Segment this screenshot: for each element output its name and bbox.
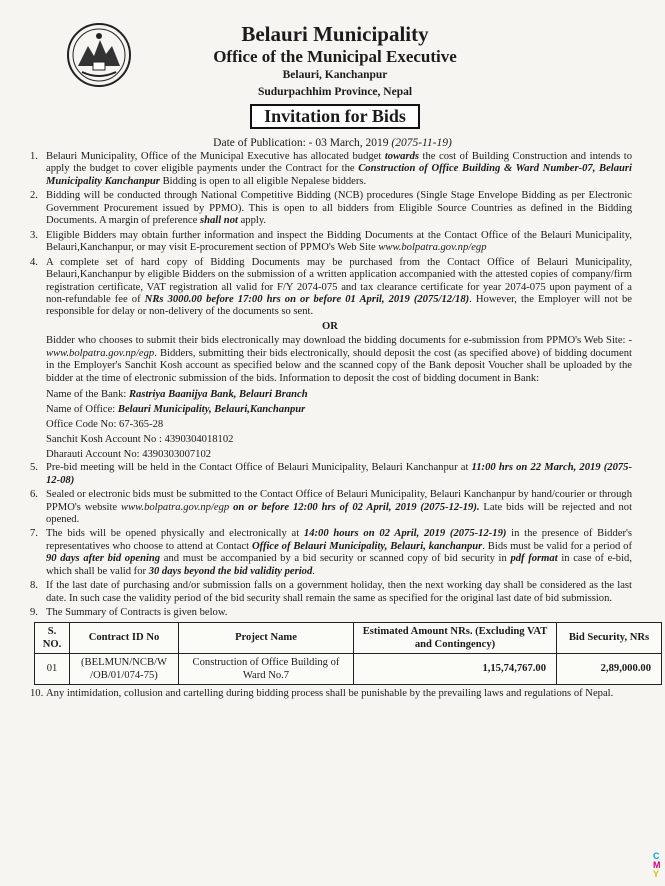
table-row [35, 653, 662, 684]
clause-6: 6. Sealed or electronic bids must be submitted to the Contact Office of Belauri Municipality, Belauri Kanchanpur by hand/courier or through PPMO's website www.bolpatra.gov.np/egp on or before 12:00 hrs of 02 April, 2019 (2075-12-19). Late bids will be rejected and not opened. [30, 489, 633, 525]
office-name: Office of the Municipal Executive [213, 47, 457, 66]
clause-3: 3. Eligible Bidders may obtain further information and inspect the Bidding Documents at the Contact Office of the Belauri Municipality, Belauri,Kanchanpur, or may visit E-procurement section of PPMO's Web Site www.bolpatra.gov.np/egp [30, 229, 632, 254]
or-divider: OR [322, 320, 338, 332]
cell-security: 2,89,000.00 [557, 653, 662, 684]
cell-contract-id: (BELMUN/NCB/W /OB/01/074-75) [70, 653, 179, 684]
dharauti-account: Dharauti Account No: 4390303007102 [46, 449, 212, 461]
egp-link[interactable]: www.bolpatra.gov.np/egp [121, 501, 230, 513]
publication-date: Date of Publication: - 03 March, 2019 (2075-11-19) [213, 137, 452, 149]
office-name-bank: Name of Office: Belauri Municipality, Belauri,Kanchanpur [46, 404, 306, 416]
notice-header [140, 22, 530, 129]
address-line-2: Sudurpachhim Province, Nepal [257, 86, 413, 98]
notice-body [28, 151, 651, 702]
municipality-emblem-icon [66, 22, 132, 88]
print-registration-marks: C M Y [653, 851, 661, 879]
egp-link[interactable]: www.bolpatra.gov.np/egp [46, 347, 155, 359]
cell-project: Construction of Office Building of Ward No.7 [179, 653, 354, 684]
cell-amount: 1,15,74,767.00 [354, 653, 557, 684]
sanchit-account: Sanchit Kosh Account No : 4390304018102 [46, 434, 234, 446]
col-header-sno: S. NO. [35, 622, 70, 653]
cell-sno: 01 [35, 653, 70, 684]
office-code: Office Code No: 67-365-28 [46, 419, 164, 431]
notice-title: Invitation for Bids [250, 104, 420, 129]
col-header-contract-id: Contract ID No [70, 622, 179, 653]
e-submission-text: Bidder who chooses to submit their bids electronically may download the bidding documents for e-submission from PPMO's Web Site: - www.bolpatra.gov.np/egp. Bidders, submitting their bids electronically, should deposit the cost (as specified above) of bidding document in the Employer's Sanchit Kosh account as specified below and the scanned copy of the Bank deposit Voucher shall be uploaded by the bidder at the time of electronic submission of the bids. Information to deposit the cost of bidding document in Bank: [46, 335, 632, 384]
col-header-project: Project Name [179, 622, 354, 653]
clause-10: 10. Any intimidation, collusion and cartelling during bidding process shall be punishable by the prevailing laws and regulations of Nepal. [30, 687, 614, 699]
clause-7: 7. The bids will be opened physically and electronically at 14:00 hours on 02 April, 2019 (2075-12-19) in the presence of Bidder's representatives who choose to attend at Contact Office of Belauri Municipality, Belauri, kanchanpur. Bids must be valid for a period of 90 days after bid opening and must be accompanied by a bid security or scanned copy of bid security in pdf format in case of e-bid, which shall be valid for 30 days beyond the bid validity period. [30, 528, 633, 577]
clause-4: 4. A complete set of hard copy of Bidding Documents may be purchased from the Contact Office of Belauri Municipality, Belauri,Kanchanpur by eligible Bidders on the submission of a written application accompanied with the attested copies of company/firm registration certificate, VAT registration all valid for F/Y 2074-075 and tax clearance certificate for year 2074-075 upon payment of a non-refundable fee of NRs 3000.00 before 17:00 hrs on or before 01 April, 2019 (2075/12/18). However, the Employer will not be responsible for delay or non-delivery of the documents so sent. [30, 256, 632, 318]
address-line-1: Belauri, Kanchanpur [282, 69, 388, 81]
clause-8: 8. If the last date of purchasing and/or submission falls on a government holiday, then the next working day shall be considered as the last date. In such case the validity period of the bid security shall remain the same as specified for the original last date of bid submission. [30, 580, 632, 604]
bank-details [28, 387, 632, 462]
clause-5: 5. Pre-bid meeting will be held in the Contact Office of Belauri Municipality, Belauri Kanchanpur at 11:00 hrs on 22 March, 2019 (2075-12-08) [30, 462, 632, 486]
col-header-security: Bid Security, NRs [557, 622, 662, 653]
bank-name: Name of the Bank: Rastriya Baanijya Bank, Belauri Branch [46, 389, 308, 401]
clause-1: 1. Belauri Municipality, Office of the Municipal Executive has allocated budget towards the cost of Building Construction and intends to apply the budget to cover eligible payments under the Contract for the Construction of Office Building & Ward Number-07, Belauri Municipality Kanchanpur Bidding is open to all eligible Nepalese bidders. [30, 151, 632, 187]
table-header-row [35, 622, 662, 653]
clause-9: 9. The Summary of Contracts is given below. [30, 607, 228, 619]
clause-2: 2. Bidding will be conducted through National Competitive Bidding (NCB) procedures (Single Stage Envelope Bidding as per Electronic Government Procurement issued by PPMO). This is open to all bidders from Eligible Source Countries as defined in the Bidding Documents. A margin of preference shall not apply. [30, 190, 632, 227]
col-header-amount: Estimated Amount NRs. (Excluding VAT and Contingency) [354, 622, 557, 653]
egp-link[interactable]: www.bolpatra.gov.np/egp [378, 242, 487, 254]
org-name: Belauri Municipality [241, 22, 429, 46]
contracts-table [34, 622, 662, 685]
